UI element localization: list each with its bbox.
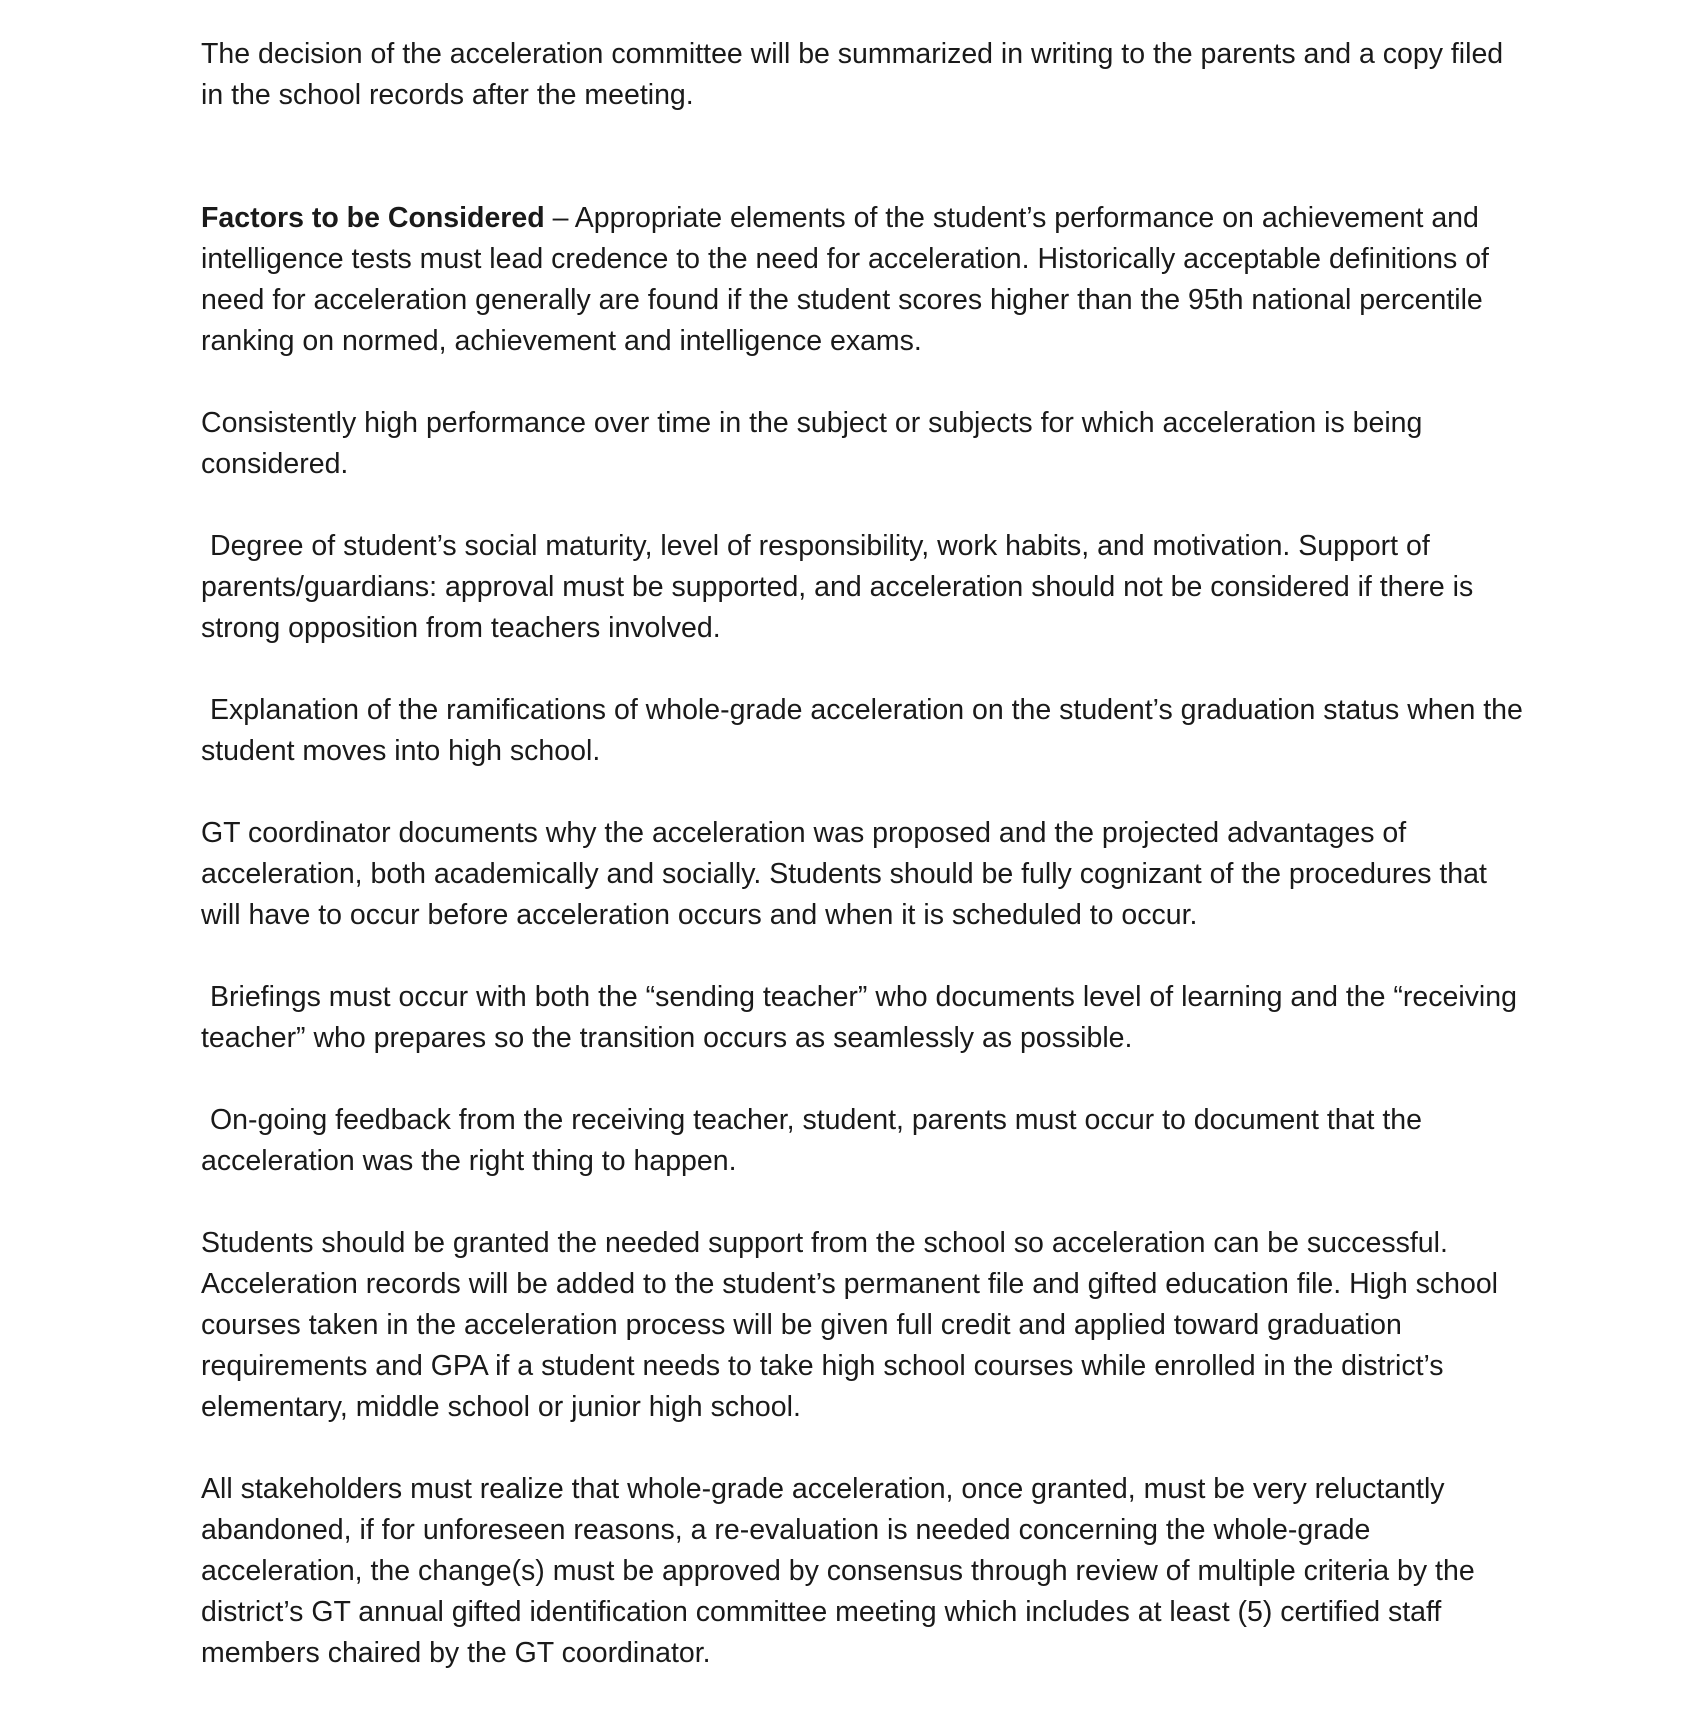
paragraph-text: Briefings must occur with both the “sending teacher” who documents level of learning and the “receiving teacher” who prepares so the transition occurs as seamlessly as possible. — [201, 981, 1517, 1054]
paragraph-text: All stakeholders must realize that whole-grade acceleration, once granted, must be very reluctantly abandoned, if for unforeseen reasons, a re-evaluation is needed concerning the whole-grade acceleration, the change(s) must be approved by consensus through review of multiple criteria by the district’s GT annual gifted identification committee meeting which includes at least (5) certified staff members chaired by the GT coordinator. — [201, 1473, 1475, 1669]
paragraph-text: Consistently high performance over time in the subject or subjects for which acceleration is being considered. — [201, 407, 1423, 480]
paragraph-factors — [201, 198, 1531, 362]
document-body — [201, 34, 1531, 1715]
paragraph-social-maturity — [201, 526, 1531, 649]
paragraph-text: The decision of the acceleration committee will be summarized in writing to the parents and a copy filed in the school records after the meeting. — [201, 38, 1504, 111]
paragraph-gt-coordinator — [201, 813, 1531, 936]
paragraph-text: GT coordinator documents why the acceleration was proposed and the projected advantages of acceleration, both academically and socially. Students should be fully cognizant of the procedures that will have to occur before acceleration occurs and when it is scheduled to occur. — [201, 817, 1487, 931]
paragraph-briefings — [201, 977, 1531, 1059]
paragraph-committee-decision — [201, 34, 1531, 116]
paragraph-stakeholders — [201, 1469, 1531, 1674]
paragraph-support — [201, 1223, 1531, 1428]
paragraph-text: – Appropriate elements of the student’s performance on achievement and intelligence tests must lead credence to the need for acceleration. Historically acceptable definitions of need for acceleration generally are found if the student scores higher than the 95th national percentile ranking on normed, achievement and intelligence exams. — [201, 202, 1489, 357]
paragraph-text: On-going feedback from the receiving teacher, student, parents must occur to document that the acceleration was the right thing to happen. — [201, 1104, 1422, 1177]
paragraph-feedback — [201, 1100, 1531, 1182]
section-heading: Factors to be Considered — [201, 202, 545, 234]
paragraph-text: Degree of student’s social maturity, level of responsibility, work habits, and motivation. Support of parents/guardians: approval must be supported, and acceleration should not be considered if there is strong opposition from teachers involved. — [201, 530, 1474, 644]
paragraph-ramifications — [201, 690, 1531, 772]
paragraph-text: Students should be granted the needed support from the school so acceleration can be successful. Acceleration records will be added to the student’s permanent file and gifted education file. High school courses taken in the acceleration process will be given full credit and applied toward graduation requirements and GPA if a student needs to take high school courses while enrolled in the district’s elementary, middle school or junior high school. — [201, 1227, 1499, 1423]
paragraph-consistent-performance — [201, 403, 1531, 485]
paragraph-text: Explanation of the ramifications of whole-grade acceleration on the student’s graduation status when the student moves into high school. — [201, 694, 1523, 767]
